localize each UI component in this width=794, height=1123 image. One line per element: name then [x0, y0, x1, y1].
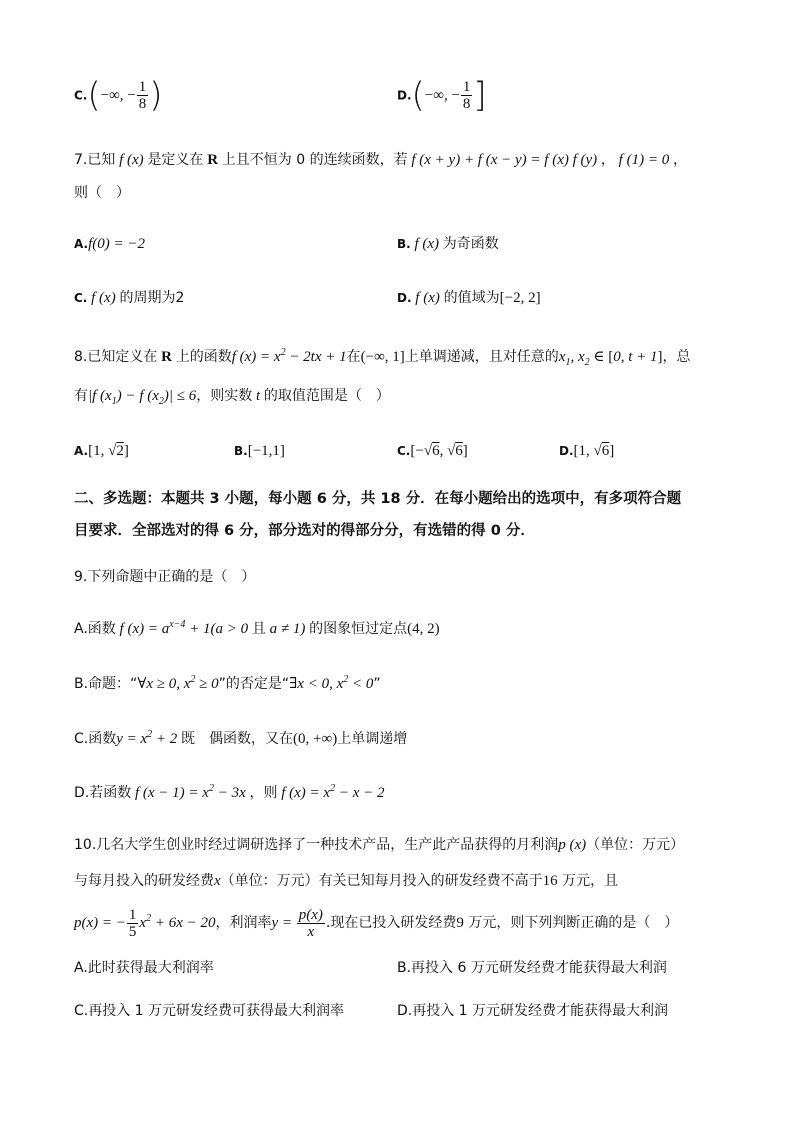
interval-start: −∞, − — [100, 87, 136, 104]
option-label: C. — [74, 291, 88, 305]
math-inequality: |f $(x_1) - f$ $(x_2)| \le 6$ — [88, 388, 197, 407]
section-heading-line1: 二、多选题：本题共 3 小题，每小题 6 分，共 18 分．在每小题给出的选项中，有多项符合题 — [74, 491, 682, 507]
option-text: ”的否定是“ — [218, 676, 290, 692]
math-given: f $(x - 1) = x^2 - 3x$ — [131, 783, 250, 801]
option-math: [−1,1] — [247, 443, 285, 459]
paren-open: ( — [87, 75, 101, 116]
q10-stem-text: .现在已投入研发经费 — [325, 915, 457, 931]
q10-stem-line1 — [74, 834, 684, 856]
q9-stem: 9.下列命题中正确的是（ ） — [74, 569, 256, 585]
bracket-close: ] — [473, 75, 487, 116]
math-number: 9 — [456, 915, 464, 931]
q7-stem-text: 7.已知 — [74, 152, 116, 168]
option-text: A.函数 — [74, 621, 116, 637]
q6-option-d — [397, 75, 487, 116]
option-text: 的值域为 — [443, 290, 500, 306]
q8-stem-text: 的取值范围是（ ） — [263, 388, 390, 404]
option-math: f(0) = −2 — [88, 236, 145, 252]
math-px: p (x) — [558, 837, 587, 853]
q8-stem-line2 — [74, 385, 390, 413]
option-text: ，则 — [249, 785, 278, 801]
numerator: 1 — [462, 79, 471, 95]
q10-stem-text: ，利润率 — [215, 915, 272, 931]
interval-start: −∞, − — [424, 87, 460, 104]
q8-stem-text: ，则实数 — [196, 388, 253, 404]
math-y-def: y = $\frac{p(x)}{x}$ — [271, 907, 323, 941]
q9-option-a — [74, 614, 440, 640]
q10-stem-text: （单位：万元）有关已知每月投入的研发经费不高于 — [220, 873, 543, 889]
option-text: 且 — [251, 621, 266, 637]
q7-option-b — [397, 233, 499, 255]
option-math: [1, √6] — [573, 443, 615, 459]
q8-option-a — [74, 440, 129, 462]
denominator: 8 — [462, 96, 471, 112]
option-label: C. — [397, 444, 411, 458]
option-math: [−√6, √6] — [410, 443, 468, 459]
q7-stem-text: 是定义在 — [147, 152, 204, 168]
math-t: t — [252, 388, 264, 404]
math-condition: a ≠ 1) — [265, 621, 310, 637]
math-function: $y = x^2 + 2$ — [116, 729, 182, 747]
option-text: D.若函数 — [74, 785, 132, 801]
q8-stem-line1 — [74, 342, 691, 374]
option-label: B. — [397, 237, 411, 251]
q9-option-b — [74, 669, 381, 695]
numerator: 1 — [138, 79, 147, 95]
q7-option-d — [397, 287, 541, 309]
q7-option-a — [74, 233, 145, 255]
fraction — [461, 79, 473, 112]
math-set: $x_1$, $x_2$ ∈ [0, t + 1] — [558, 349, 663, 368]
option-label: A. — [74, 444, 89, 458]
q8-stem-text: 上的函数 — [175, 349, 232, 365]
q8-stem-text: 8.已知定义在 — [74, 349, 158, 365]
q10-stem-line3 — [74, 904, 678, 940]
math-fx: f (x) — [87, 290, 120, 306]
option-math: [1, √2] — [88, 443, 129, 459]
q8-stem-text: 有 — [74, 388, 88, 404]
option-text: 既 偶函数，又在 — [181, 731, 294, 747]
math-px-def: p(x) = − $\frac{1}{5}$ $x^2 + 6x - 20$ — [74, 907, 216, 941]
q8-stem-text: 在 — [346, 349, 361, 365]
q7-stem-text: 上且不恒为 0 的连续函数，若 — [221, 152, 408, 168]
math-f1: f (1) = 0 — [614, 152, 673, 168]
q8-option-c — [397, 440, 468, 462]
math-fx: f (x) — [410, 236, 443, 252]
q7-stem-line2: 则（ ） — [74, 185, 130, 201]
math-proposition: ∀x ≥ 0, $x^2 \ge 0$ — [137, 674, 219, 692]
q9-option-c — [74, 724, 407, 750]
math-point: (4, 2) — [407, 621, 440, 637]
q10-option-d: D.再投入 1 万元研发经费才能获得最大利润 — [397, 1003, 669, 1019]
math-fx: f (x) — [411, 290, 444, 306]
paren-close: ) — [149, 75, 163, 116]
section-heading-line2: 目要求．全部选对的得 6 分，部分选对的得部分分，有选错的得 0 分． — [74, 523, 535, 539]
math-equation: f (x + y) + f (x − y) = f (x) f (y) — [407, 152, 601, 168]
denominator: 8 — [138, 96, 147, 112]
fraction — [137, 79, 149, 112]
option-math: [−2, 2] — [499, 290, 541, 306]
option-label: D. — [559, 444, 574, 458]
math-function: f $(x) = a^{x-4} + 1(a > 0$ — [115, 619, 252, 637]
q8-stem-text: ，总 — [662, 349, 691, 365]
math-fx: f (x) — [115, 152, 148, 168]
q9-option-d — [74, 778, 385, 804]
q7-stem-line1 — [74, 149, 687, 171]
q8-option-d — [559, 440, 614, 462]
q10-option-a: A.此时获得最大利润率 — [74, 960, 214, 976]
option-text: 的周期为2 — [119, 290, 185, 306]
q8-option-b — [234, 440, 285, 462]
q10-option-b: B.再投入 6 万元研发经费才能获得最大利润 — [397, 960, 667, 976]
option-text: B.命题：“ — [74, 676, 138, 692]
q7-stem-text: ， — [600, 152, 615, 168]
option-label: B. — [234, 444, 248, 458]
q10-stem-text: 万元，则下列判断正确的是（ ） — [463, 915, 679, 931]
q7-option-c — [74, 287, 184, 309]
q10-stem-text: 10.几名大学生创业时经过调研选择了一种技术产品，生产此产品获得的月利润 — [74, 837, 559, 853]
math-result: f $(x) = x^2 - x - 2$ — [277, 783, 385, 801]
option-text: 的图象恒过定点 — [309, 621, 408, 637]
math-number: 16 — [542, 873, 558, 889]
q8-stem-text: 上单调递减，且对任意的 — [404, 349, 559, 365]
option-label: C. — [74, 88, 88, 103]
option-label: A. — [74, 237, 89, 251]
option-text: C.函数 — [74, 731, 117, 747]
q10-stem-text: 与每月投入的研发经费 — [74, 873, 214, 889]
math-interval: (−∞, 1] — [360, 349, 405, 365]
option-text: ” — [373, 676, 381, 692]
math-interval: (0, +∞) — [293, 731, 338, 747]
math-function: f $(x) = x^2 - 2tx + 1$ — [231, 347, 347, 365]
paren-open: ( — [411, 75, 425, 116]
q7-stem-text: ， — [672, 152, 687, 168]
q10-stem-line2 — [74, 870, 618, 892]
option-text: 上单调递增 — [337, 731, 408, 747]
math-x: x — [214, 873, 221, 889]
option-text: 为奇函数 — [442, 236, 499, 252]
math-R: R — [157, 349, 176, 365]
q6-option-c — [74, 75, 163, 116]
option-label: D. — [397, 88, 412, 103]
option-label: D. — [397, 291, 412, 305]
q10-stem-text: （单位：万元） — [586, 837, 685, 853]
math-negation: ∃x < 0, $x^2 < 0$ — [289, 674, 374, 692]
q10-stem-text: 万元，且 — [557, 873, 619, 889]
q10-option-c: C.再投入 1 万元研发经费可获得最大利润率 — [74, 1003, 345, 1019]
math-R: R — [203, 152, 222, 168]
